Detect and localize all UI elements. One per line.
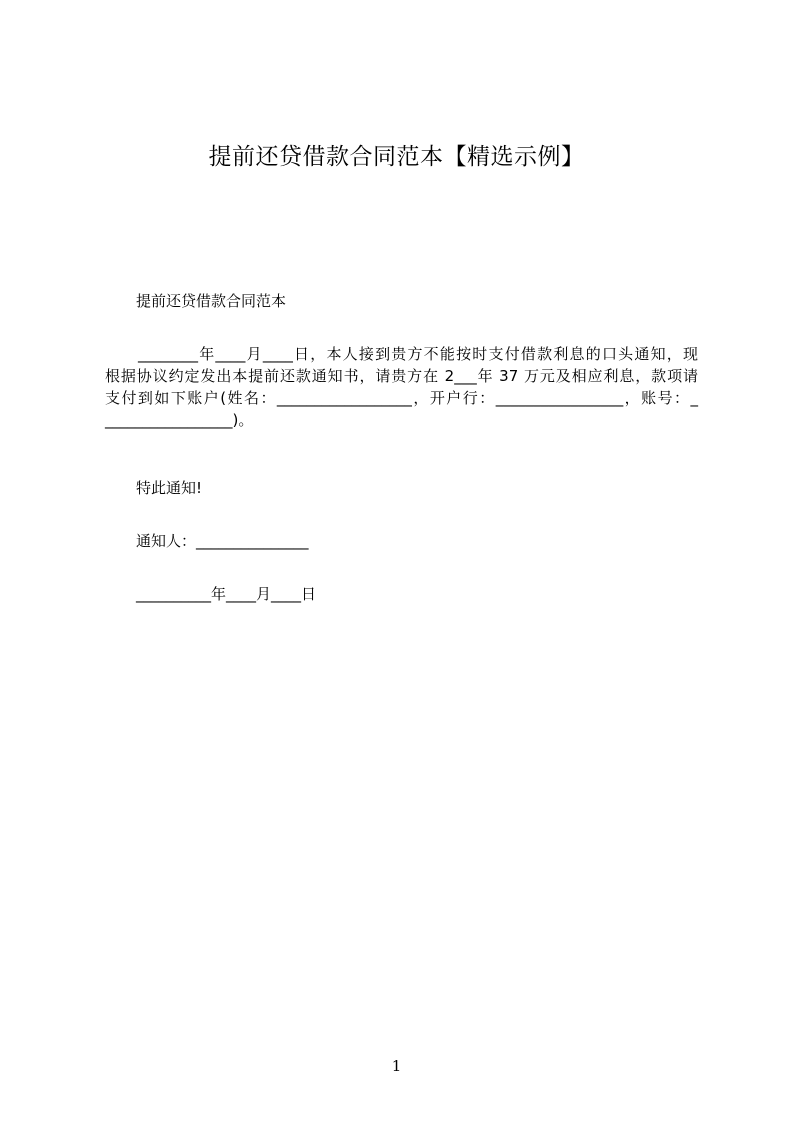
document-subtitle: 提前还贷借款合同范本 <box>136 292 287 310</box>
page-number: 1 <box>391 1057 402 1075</box>
notifier-line: 通知人：_______________ <box>136 532 309 550</box>
date-line: __________年____月____日 <box>136 585 317 603</box>
body-line-3: 支付到如下账户(姓名：__________________，开户行：_________________，账号：_ <box>105 389 698 407</box>
body-line-1: ________年____月____日，本人接到贵方不能按时支付借款利息的口头通知，现 <box>138 345 698 363</box>
document-title: 提前还贷借款合同范本【精选示例】 <box>208 144 585 170</box>
closing-text: 特此通知! <box>136 479 203 497</box>
body-paragraph <box>105 343 698 431</box>
body-line-4: _________________)。 <box>105 411 254 429</box>
body-line-2: 根据协议约定发出本提前还款通知书，请贵方在 2___年 37 万元及相应利息，款项请 <box>105 367 698 385</box>
